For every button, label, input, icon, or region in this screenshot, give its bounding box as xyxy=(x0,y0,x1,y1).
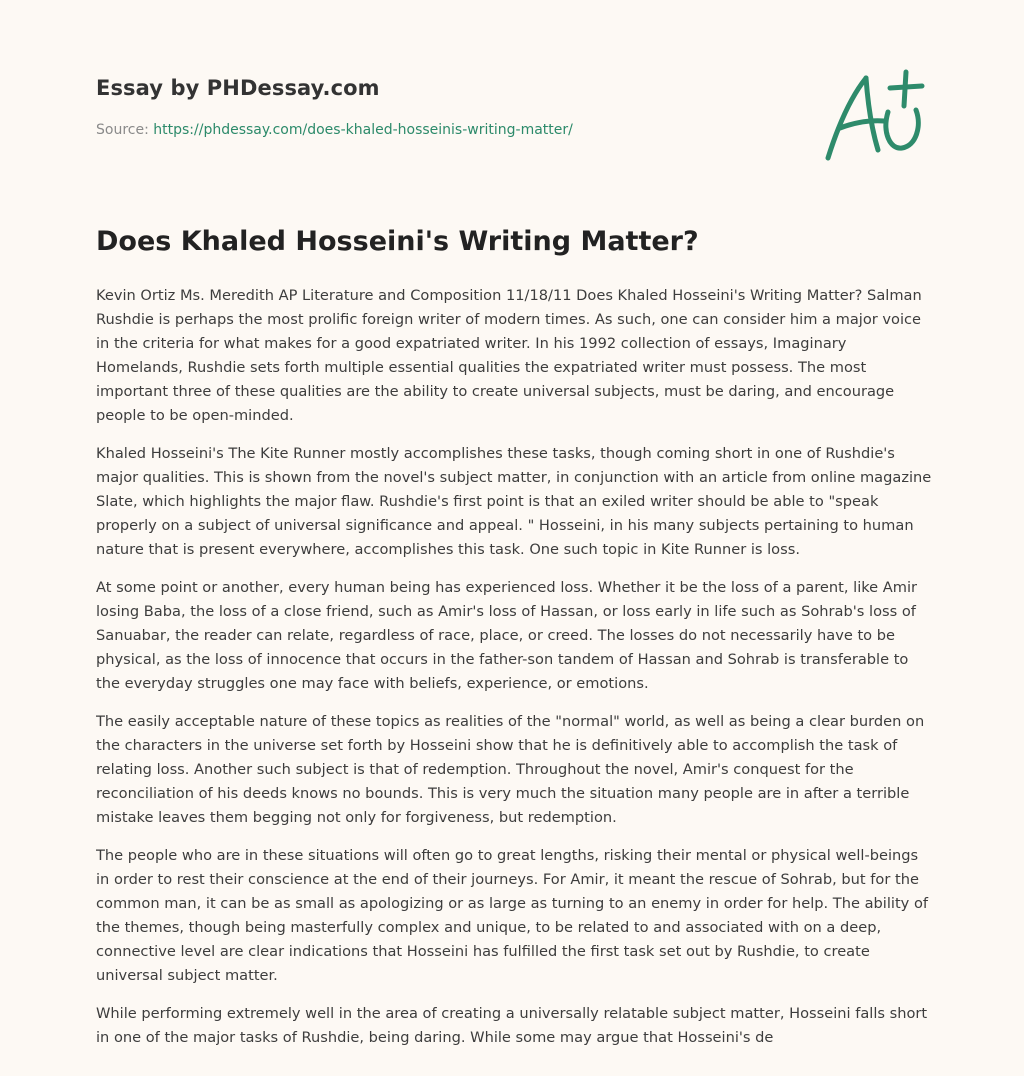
essay-paragraph: At some point or another, every human being has experienced loss. Whether it be the loss of a parent, like Amir losing Baba, the loss of a close friend, such as Amir's loss of Hassan, or loss early in life such as Sohrab's loss of Sanuabar, the reader can relate, regardless of race, place, or creed. The losses do not necessarily have to be physical, as the loss of innocence that occurs in the father-son tandem of Hassan and Sohrab is transferable to the everyday struggles one may face with beliefs, experience, or emotions. xyxy=(96,579,918,692)
source-link[interactable]: https://phdessay.com/does-khaled-hosseinis-writing-matter/ xyxy=(153,122,573,138)
essay-body xyxy=(96,284,934,1076)
a-plus-grade-icon xyxy=(818,66,930,166)
site-title: Essay by PHDessay.com xyxy=(96,76,380,100)
essay-title: Does Khaled Hosseini's Writing Matter? xyxy=(96,226,699,257)
document-header xyxy=(96,76,573,138)
essay-paragraph: The people who are in these situations will often go to great lengths, risking their mental or physical well-beings in order to rest their conscience at the end of their journeys. For Amir, it meant the rescue of Sohrab, but for the common man, it can be as small as apologizing or as large as turning to an enemy in order for help. The ability of the themes, though being masterfully complex and unique, to be related to and associated with on a deep, connective level are clear indications that Hosseini has fulfilled the first task set out by Rushdie, to create universal subject matter. xyxy=(96,847,929,984)
source-line xyxy=(96,122,573,138)
essay-paragraph: Kevin Ortiz Ms. Meredith AP Literature and Composition 11/18/11 Does Khaled Hosseini's Writing Matter? Salman Rushdie is perhaps the most prolific foreign writer of modern times. As such, one can consider him a major voice in the criteria for what makes for a good expatriated writer. In his 1992 collection of essays, Imaginary Homelands, Rushdie sets forth multiple essential qualities the expatriated writer must possess. The most important three of these qualities are the ability to create universal subjects, must be daring, and encourage people to be open-minded. xyxy=(96,287,922,424)
source-label: Source: xyxy=(96,122,154,138)
essay-paragraph: The easily acceptable nature of these topics as realities of the "normal" world, as well as being a clear burden on the characters in the universe set forth by Hosseini show that he is definitively able to accomplish the task of relating loss. Another such subject is that of redemption. Throughout the novel, Amir's conquest for the reconciliation of his deeds knows no bounds. This is very much the situation many people are in after a terrible mistake leaves them begging not only for forgiveness, but redemption. xyxy=(96,713,925,826)
essay-paragraph: Khaled Hosseini's The Kite Runner mostly accomplishes these tasks, though coming short in one of Rushdie's major qualities. This is shown from the novel's subject matter, in conjunction with an article from online magazine Slate, which highlights the major flaw. Rushdie's first point is that an exiled writer should be able to "speak properly on a subject of universal significance and appeal. " Hosseini, in his many subjects pertaining to human nature that is present everywhere, accomplishes this task. One such topic in Kite Runner is loss. xyxy=(96,445,932,558)
essay-paragraph: While performing extremely well in the area of creating a universally relatable subject matter, Hosseini falls short in one of the major tasks of Rushdie, being daring. While some may argue that Hosseini's de xyxy=(96,1005,928,1046)
